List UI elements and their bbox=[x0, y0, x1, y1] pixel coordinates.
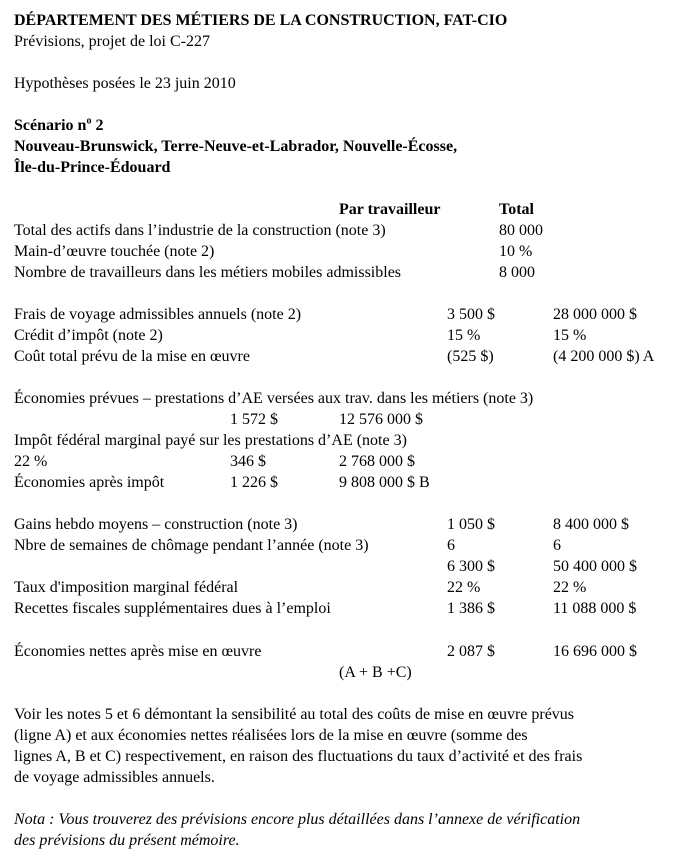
savings-label: Économies prévues – prestations d’AE versées aux trav. dans les métiers (note 3) bbox=[14, 390, 534, 407]
after-tax-per-worker: 1 226 $ bbox=[230, 474, 278, 491]
notes-line-4: de voyage admissibles annuels. bbox=[14, 769, 215, 786]
savings-per-worker: 1 572 $ bbox=[230, 411, 278, 428]
subtotal-per-worker: 6 300 $ bbox=[447, 558, 495, 575]
tax-rate: 22 % bbox=[14, 453, 48, 470]
tax-total: 2 768 000 $ bbox=[339, 453, 415, 470]
notes-line-3: lignes A, B et C) respectivement, en raison des fluctuations du taux d’activité et des frais bbox=[14, 748, 583, 765]
rate-total: 22 % bbox=[553, 579, 587, 596]
after-tax-total: 9 808 000 $ B bbox=[339, 474, 430, 491]
weeks-label: Nbre de semaines de chômage pendant l’année (note 3) bbox=[14, 537, 369, 554]
notes-line-2: (ligne A) et aux économies nettes réalisées lors de la mise en œuvre (somme des bbox=[14, 727, 528, 744]
credit-total: 15 % bbox=[553, 327, 587, 344]
document-title: DÉPARTEMENT DES MÉTIERS DE LA CONSTRUCTION, FAT-CIO bbox=[14, 12, 508, 29]
net-savings-label: Économies nettes après mise en œuvre bbox=[14, 643, 262, 660]
workers-label: Nombre de travailleurs dans les métiers mobiles admissibles bbox=[14, 264, 402, 281]
hypotheses-date: Hypothèses posées le 23 juin 2010 bbox=[14, 75, 236, 92]
scenario-suffix: 2 bbox=[91, 117, 104, 134]
credit-label: Crédit d’impôt (note 2) bbox=[14, 327, 163, 344]
cost-total: (4 200 000 $) A bbox=[553, 348, 655, 365]
travel-per-worker: 3 500 $ bbox=[447, 306, 495, 323]
net-savings-total: 16 696 000 $ bbox=[553, 643, 637, 660]
earnings-per-worker: 1 050 $ bbox=[447, 516, 495, 533]
tax-label: Impôt fédéral marginal payé sur les prestations d’AE (note 3) bbox=[14, 432, 407, 449]
scenario-sup: o bbox=[86, 115, 92, 127]
nota-line-1: Nota : Vous trouverez des prévisions encore plus détaillées dans l’annexe de vérification bbox=[14, 811, 581, 828]
scenario-heading bbox=[14, 115, 103, 136]
scenario-prefix: Scénario n bbox=[14, 117, 87, 134]
tax-per-worker: 346 $ bbox=[230, 453, 266, 470]
cost-per-worker: (525 $) bbox=[447, 348, 494, 365]
document-subtitle: Prévisions, projet de loi C-227 bbox=[14, 33, 210, 50]
column-header-total: Total bbox=[499, 201, 534, 218]
subtotal-total: 50 400 000 $ bbox=[553, 558, 637, 575]
earnings-label: Gains hebdo moyens – construction (note 3) bbox=[14, 516, 298, 533]
revenue-per-worker: 1 386 $ bbox=[447, 600, 495, 617]
labour-value: 10 % bbox=[499, 243, 533, 260]
savings-total: 12 576 000 $ bbox=[339, 411, 423, 428]
net-savings-per-worker: 2 087 $ bbox=[447, 643, 495, 660]
revenue-total: 11 088 000 $ bbox=[553, 600, 637, 617]
travel-label: Frais de voyage admissibles annuels (note 2) bbox=[14, 306, 302, 323]
weeks-total: 6 bbox=[553, 537, 561, 554]
revenue-label: Recettes fiscales supplémentaires dues à l’emploi bbox=[14, 600, 331, 617]
rate-label: Taux d'imposition marginal fédéral bbox=[14, 579, 239, 596]
net-savings-formula: (A + B +C) bbox=[339, 664, 412, 681]
assets-value: 80 000 bbox=[499, 222, 543, 239]
cost-label: Coût total prévu de la mise en œuvre bbox=[14, 348, 250, 365]
after-tax-label: Économies après impôt bbox=[14, 474, 165, 491]
travel-total: 28 000 000 $ bbox=[553, 306, 637, 323]
nota-line-2: des prévisions du présent mémoire. bbox=[14, 832, 240, 849]
assets-label: Total des actifs dans l’industrie de la construction (note 3) bbox=[14, 222, 386, 239]
weeks-per-worker: 6 bbox=[447, 537, 455, 554]
provinces-line-2: Île-du-Prince-Édouard bbox=[14, 159, 171, 176]
labour-label: Main-d’œuvre touchée (note 2) bbox=[14, 243, 215, 260]
notes-line-1: Voir les notes 5 et 6 démontant la sensibilité au total des coûts de mise en œuvre prévus bbox=[14, 706, 575, 723]
provinces-line-1: Nouveau-Brunswick, Terre-Neuve-et-Labrador, Nouvelle-Écosse, bbox=[14, 138, 458, 155]
workers-value: 8 000 bbox=[499, 264, 535, 281]
rate-per-worker: 22 % bbox=[447, 579, 481, 596]
earnings-total: 8 400 000 $ bbox=[553, 516, 629, 533]
column-header-per-worker: Par travailleur bbox=[339, 201, 441, 218]
credit-per-worker: 15 % bbox=[447, 327, 481, 344]
